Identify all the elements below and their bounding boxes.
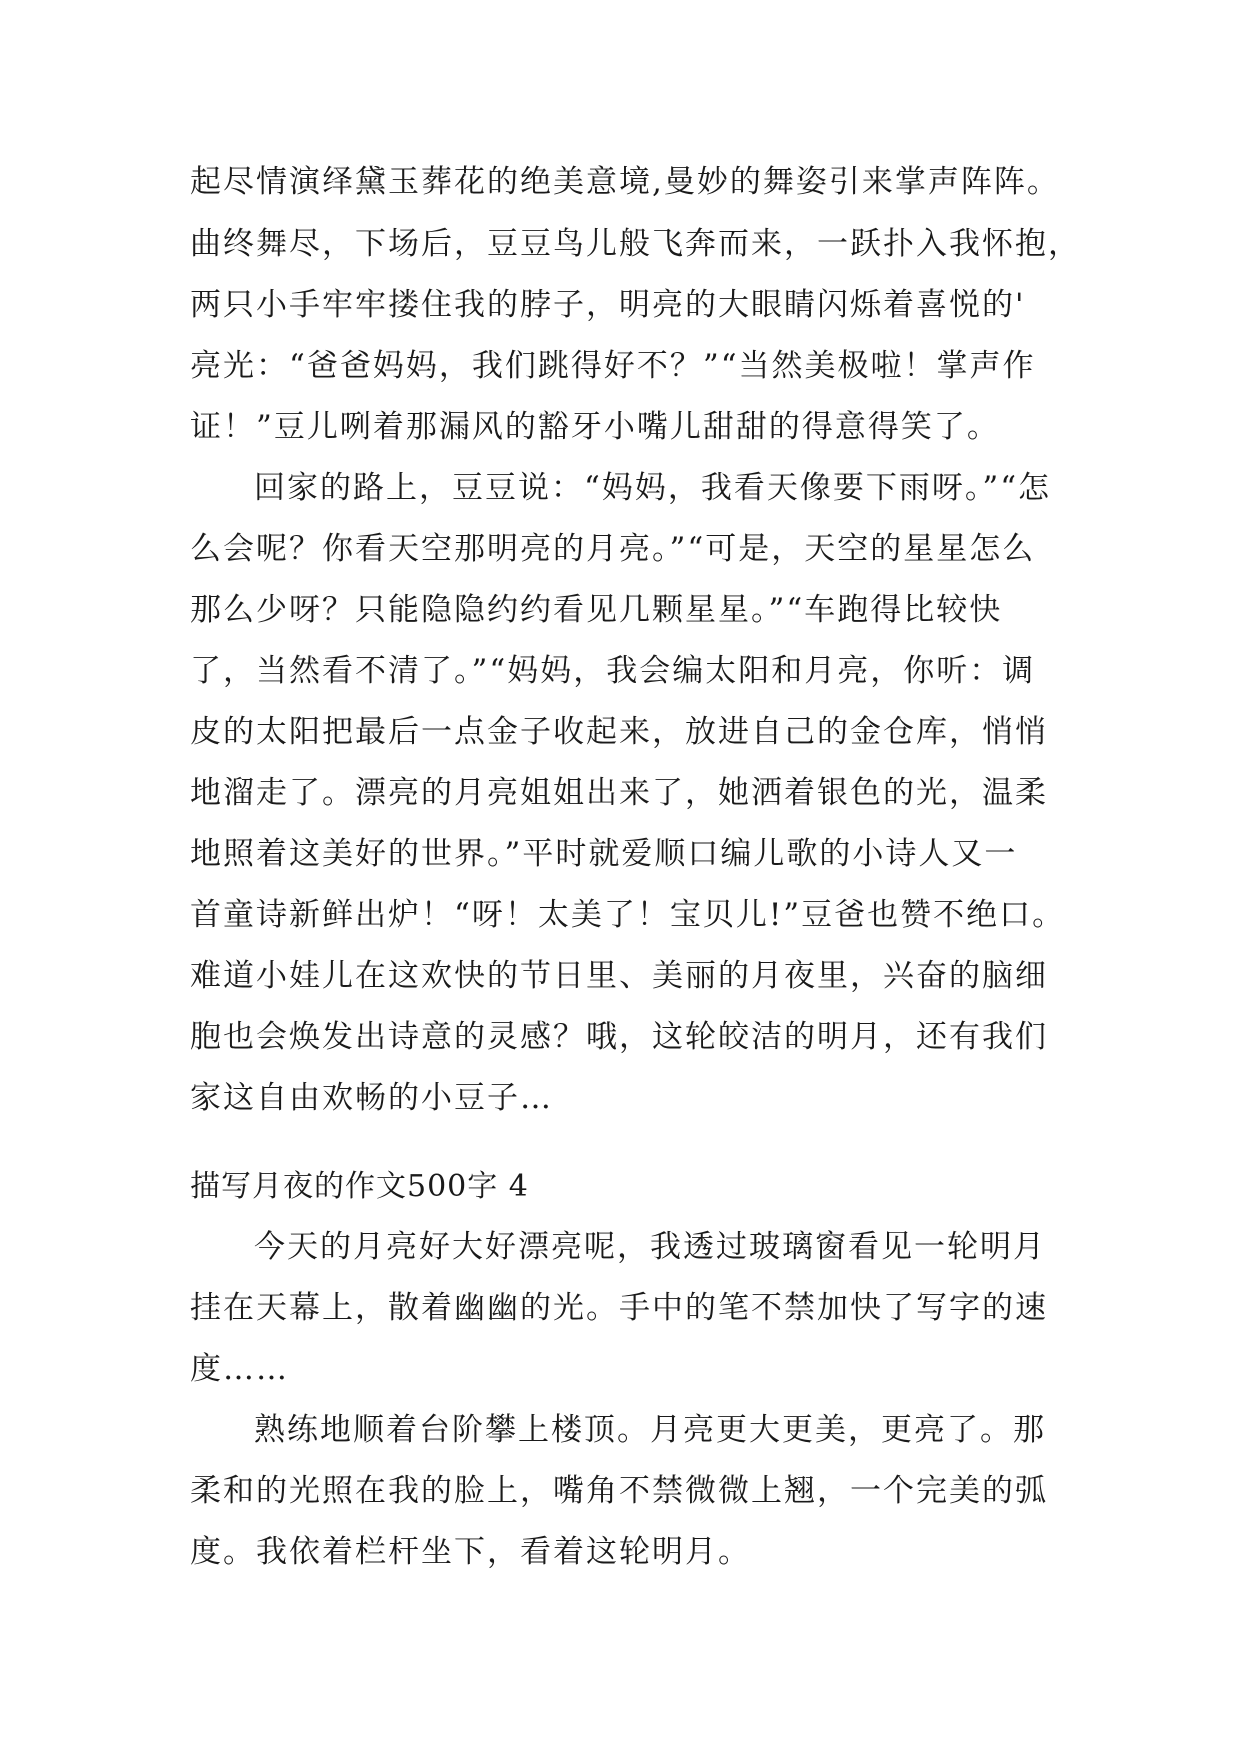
text-line: 亮光：“爸爸妈妈，我们跳得好不？”“当然美极啦！掌声作 [190, 348, 1036, 384]
text-line: 了，当然看不清了。”“妈妈，我会编太阳和月亮，你听：调 [190, 653, 1036, 689]
section-heading: 描写月夜的作文500字 4 [190, 1169, 529, 1204]
text-line: 首童诗新鲜出炉！“呀！太美了！宝贝儿!”豆爸也赞不绝口。 [190, 897, 1066, 933]
text-line: 胞也会焕发出诗意的灵感？哦，这轮皎洁的明月，还有我们 [190, 1019, 1048, 1055]
text-line: 起尽情演绎黛玉葬花的绝美意境,曼妙的舞姿引来掌声阵阵。 [190, 164, 1060, 200]
text-line: 今天的月亮好大好漂亮呢，我透过玻璃窗看见一轮明月 [254, 1229, 1046, 1265]
text-line: 地照着这美好的世界。”平时就爱顺口编儿歌的小诗人又一 [190, 836, 1018, 872]
text-line: 证！”豆儿咧着那漏风的豁牙小嘴儿甜甜的得意得笑了。 [190, 409, 1000, 445]
text-line: 两只小手牢牢搂住我的脖子，明亮的大眼睛闪烁着喜悦的' [190, 287, 1026, 323]
text-line: 地溜走了。漂亮的月亮姐姐出来了，她洒着银色的光，温柔 [190, 775, 1048, 811]
text-line: 皮的太阳把最后一点金子收起来，放进自己的金仓库，悄悄 [190, 714, 1048, 750]
text-line: 度。我依着栏杆坐下，看着这轮明月。 [190, 1534, 751, 1570]
text-line: 挂在天幕上，散着幽幽的光。手中的笔不禁加快了写字的速 [190, 1290, 1048, 1326]
text-line: 回家的路上，豆豆说：“妈妈，我看天像要下雨呀。”“怎 [254, 470, 1052, 506]
text-line: 家这自由欢畅的小豆子… [190, 1080, 553, 1116]
text-line: 难道小娃儿在这欢快的节日里、美丽的月夜里，兴奋的脑细 [190, 958, 1048, 994]
text-line: 么会呢？你看天空那明亮的月亮。”“可是，天空的星星怎么 [190, 531, 1036, 567]
text-line: 度…… [190, 1351, 289, 1387]
text-line: 熟练地顺着台阶攀上楼顶。月亮更大更美，更亮了。那 [254, 1412, 1046, 1448]
text-line: 柔和的光照在我的脸上，嘴角不禁微微上翘，一个完美的弧 [190, 1473, 1048, 1509]
text-line: 那么少呀？只能隐隐约约看见几颗星星。”“车跑得比较快 [190, 592, 1003, 628]
text-line: 曲终舞尽，下场后，豆豆鸟儿般飞奔而来，一跃扑入我怀抱， [190, 226, 1081, 262]
